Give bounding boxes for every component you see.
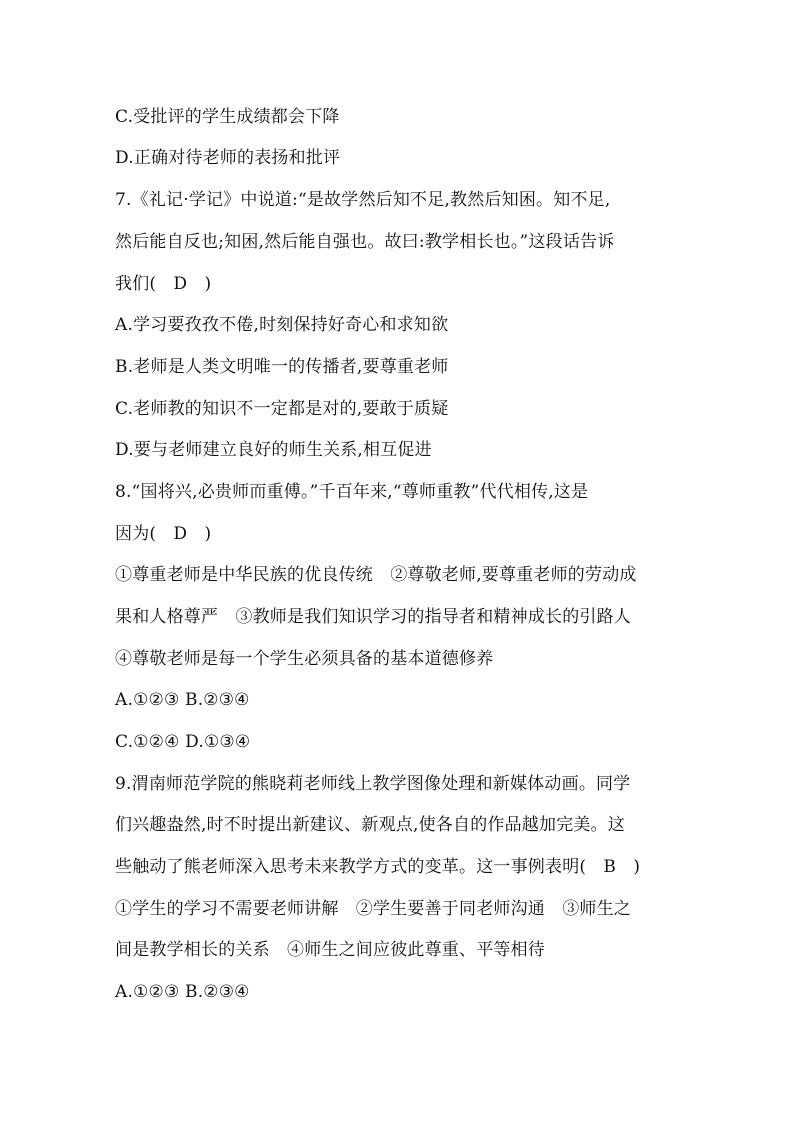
question-7-line-1: 7.《礼记·学记》中说道:“是故学然后知不足,教然后知困。知不足, (115, 190, 611, 210)
question-8-line-1: 8.“国将兴,必贵师而重傅。”千百年来,“尊师重教”代代相传,这是 (115, 482, 589, 502)
option-a-q7: A.学习要孜孜不倦,时刻保持好奇心和求知欲 (115, 315, 449, 335)
option-d-q7: D.要与老师建立良好的师生关系,相互促进 (115, 440, 432, 460)
statements-q9-line-2: 间是教学相长的关系 ④师生之间应彼此尊重、平等相待 (115, 940, 545, 960)
statements-q8-line-1: ①尊重老师是中华民族的优良传统 ②尊敬老师,要尊重老师的劳动成 (115, 565, 637, 585)
statements-q8-line-2: 果和人格尊严 ③教师是我们知识学习的指导者和精神成长的引路人 (115, 607, 631, 627)
question-9-line-2: 们兴趣盎然,时不时提出新建议、新观点,使各自的作品越加完美。这 (115, 815, 626, 835)
question-9-line-3: 些触动了熊老师深入思考未来教学方式的变革。这一事例表明( B ) (115, 857, 641, 877)
option-c-q7: C.老师教的知识不一定都是对的,要敢于质疑 (115, 399, 449, 419)
options-ab-q8: A.①②③ B.②③④ (115, 690, 250, 710)
option-b-q7: B.老师是人类文明唯一的传播者,要尊重老师 (115, 357, 449, 377)
question-7-line-3: 我们( D ) (115, 274, 212, 294)
statements-q8-line-3: ④尊敬老师是每一个学生必须具备的基本道德修养 (115, 649, 494, 669)
question-8-line-2: 因为( D ) (115, 524, 212, 544)
option-c-q6: C.受批评的学生成绩都会下降 (115, 107, 340, 127)
options-ab-q9: A.①②③ B.②③④ (115, 982, 250, 1002)
option-d-q6: D.正确对待老师的表扬和批评 (115, 148, 341, 168)
question-7-line-2: 然后能自反也;知困,然后能自强也。故曰:教学相长也。”这段话告诉 (115, 232, 615, 252)
options-cd-q8: C.①②④ D.①③④ (115, 732, 251, 752)
statements-q9-line-1: ①学生的学习不需要老师讲解 ②学生要善于同老师沟通 ③师生之 (115, 899, 631, 919)
question-9-line-1: 9.渭南师范学院的熊晓莉老师线上教学图像处理和新媒体动画。同学 (115, 774, 631, 794)
